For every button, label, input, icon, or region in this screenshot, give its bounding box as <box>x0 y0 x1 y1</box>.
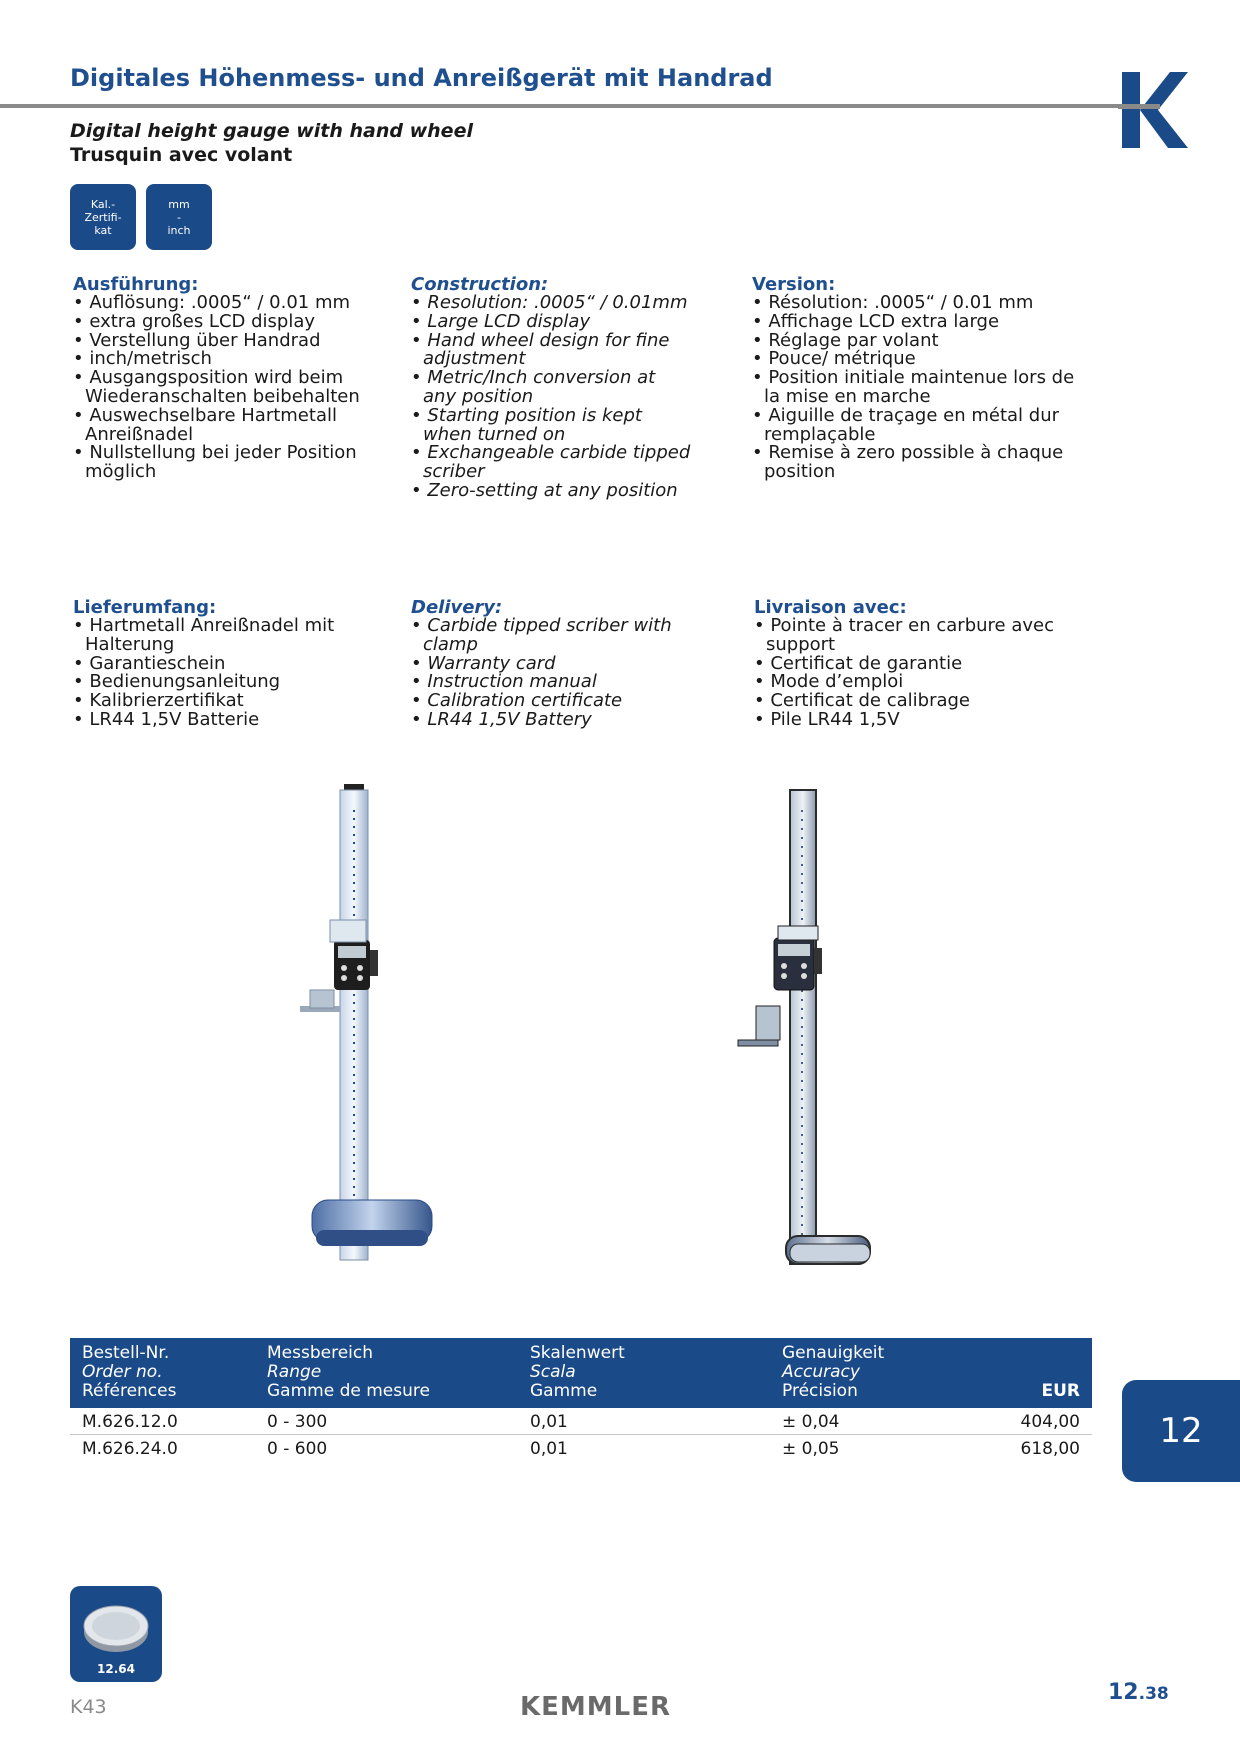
cell-order: M.626.24.0 <box>82 1439 178 1459</box>
list-item: • LR44 1,5V Batterie <box>73 711 373 730</box>
cell-order: M.626.12.0 <box>82 1412 178 1432</box>
list-item: • Exchangeable carbide tipped scriber <box>411 444 691 482</box>
cell-accuracy: ± 0,05 <box>782 1439 840 1459</box>
list-item: • extra großes LCD display <box>73 313 373 332</box>
delivery-de-heading: Lieferumfang: <box>73 597 217 618</box>
list-item: • LR44 1,5V Battery <box>411 711 691 730</box>
list-item: • Affichage LCD extra large <box>752 313 1092 332</box>
height-gauge-image-300 <box>290 780 460 1290</box>
delivery-en <box>411 598 691 730</box>
list-item: • Bedienungsanleitung <box>73 673 373 692</box>
table-row <box>70 1435 1092 1461</box>
subtitle-en: Digital height gauge with hand wheel <box>70 120 473 142</box>
list-item: • Réglage par volant <box>752 332 1092 351</box>
battery-icon <box>80 1596 152 1658</box>
mm-inch-badge: mm - inch <box>146 184 212 250</box>
list-item: • inch/metrisch <box>73 350 373 369</box>
list-item: • Resolution: .0005“ / 0.01mm <box>411 294 691 313</box>
version-de <box>73 275 373 482</box>
table-header <box>70 1338 1092 1408</box>
list-item: • Calibration certificate <box>411 692 691 711</box>
delivery-en-heading: Delivery: <box>411 597 503 618</box>
header-range: Messbereich Range Gamme de mesure <box>267 1343 430 1401</box>
list-item: • Pouce/ métrique <box>752 350 1092 369</box>
list-item: • Zero-setting at any position <box>411 482 691 501</box>
list-item: • Auflösung: .0005“ / 0.01 mm <box>73 294 373 313</box>
subtitle-fr: Trusquin avec volant <box>70 144 293 166</box>
delivery-de <box>73 598 373 730</box>
list-item: • Verstellung über Handrad <box>73 332 373 351</box>
chapter-tab: 12 <box>1122 1380 1240 1482</box>
version-de-heading: Ausführung: <box>73 274 199 295</box>
list-item: • Hartmetall Anreißnadel mit Halterung <box>73 617 373 655</box>
list-item: • Remise à zero possible à chaque position <box>752 444 1092 482</box>
brand-name: KEMMLER <box>520 1692 672 1722</box>
header-accuracy: Genauigkeit Accuracy Précision <box>782 1343 885 1401</box>
cell-range: 0 - 600 <box>267 1439 328 1459</box>
list-item: • Certificat de calibrage <box>754 692 1054 711</box>
list-item: • Starting position is kept when turned on <box>411 407 691 445</box>
battery-reference-card <box>70 1586 162 1682</box>
list-item: • Instruction manual <box>411 673 691 692</box>
list-item: • Aiguille de traçage en métal dur remplaçable <box>752 407 1092 445</box>
page-title: Digitales Höhenmess- und Anreißgerät mit Handrad <box>70 64 773 92</box>
version-en-heading: Construction: <box>411 274 549 295</box>
list-item: • Warranty card <box>411 655 691 674</box>
list-item: • Résolution: .0005“ / 0.01 mm <box>752 294 1092 313</box>
page-number: 12.38 <box>1108 1680 1169 1705</box>
catalog-code: K43 <box>70 1696 107 1718</box>
list-item: • Metric/Inch conversion at any position <box>411 369 691 407</box>
cell-price: 404,00 <box>1020 1412 1080 1432</box>
list-item: • Certificat de garantie <box>754 655 1054 674</box>
list-item: • Carbide tipped scriber with clamp <box>411 617 691 655</box>
header-currency: EUR <box>1041 1381 1080 1401</box>
battery-ref-label: 12.64 <box>97 1662 135 1676</box>
cell-scale: 0,01 <box>530 1412 568 1432</box>
cell-range: 0 - 300 <box>267 1412 328 1432</box>
kemmler-k-logo <box>1118 70 1190 150</box>
list-item: • Pile LR44 1,5V <box>754 711 1054 730</box>
list-item: • Ausgangsposition wird beim Wiederanschalten beibehalten <box>73 369 373 407</box>
list-item: • Nullstellung bei jeder Position möglich <box>73 444 373 482</box>
delivery-fr <box>754 598 1054 730</box>
list-item: • Auswechselbare Hartmetall Anreißnadel <box>73 407 373 445</box>
cell-price: 618,00 <box>1020 1439 1080 1459</box>
list-item: • Position initiale maintenue lors de la mise en marche <box>752 369 1092 407</box>
header-scale: Skalenwert Scala Gamme <box>530 1343 625 1401</box>
list-item: • Kalibrierzertifikat <box>73 692 373 711</box>
list-item: • Large LCD display <box>411 313 691 332</box>
version-en <box>411 275 691 501</box>
cell-scale: 0,01 <box>530 1439 568 1459</box>
cell-accuracy: ± 0,04 <box>782 1412 840 1432</box>
version-fr <box>752 275 1092 482</box>
table-row <box>70 1408 1092 1434</box>
list-item: • Hand wheel design for fine adjustment <box>411 332 691 370</box>
list-item: • Pointe à tracer en carbure avec support <box>754 617 1054 655</box>
list-item: • Mode d’emploi <box>754 673 1054 692</box>
list-item: • Garantieschein <box>73 655 373 674</box>
header-divider <box>0 104 1120 108</box>
header-order: Bestell-Nr. Order no. Références <box>82 1343 177 1401</box>
version-fr-heading: Version: <box>752 274 836 295</box>
calibration-certificate-badge: Kal.- Zertifi- kat <box>70 184 136 250</box>
delivery-fr-heading: Livraison avec: <box>754 597 907 618</box>
height-gauge-image-600 <box>734 780 904 1290</box>
price-table <box>70 1338 1092 1461</box>
